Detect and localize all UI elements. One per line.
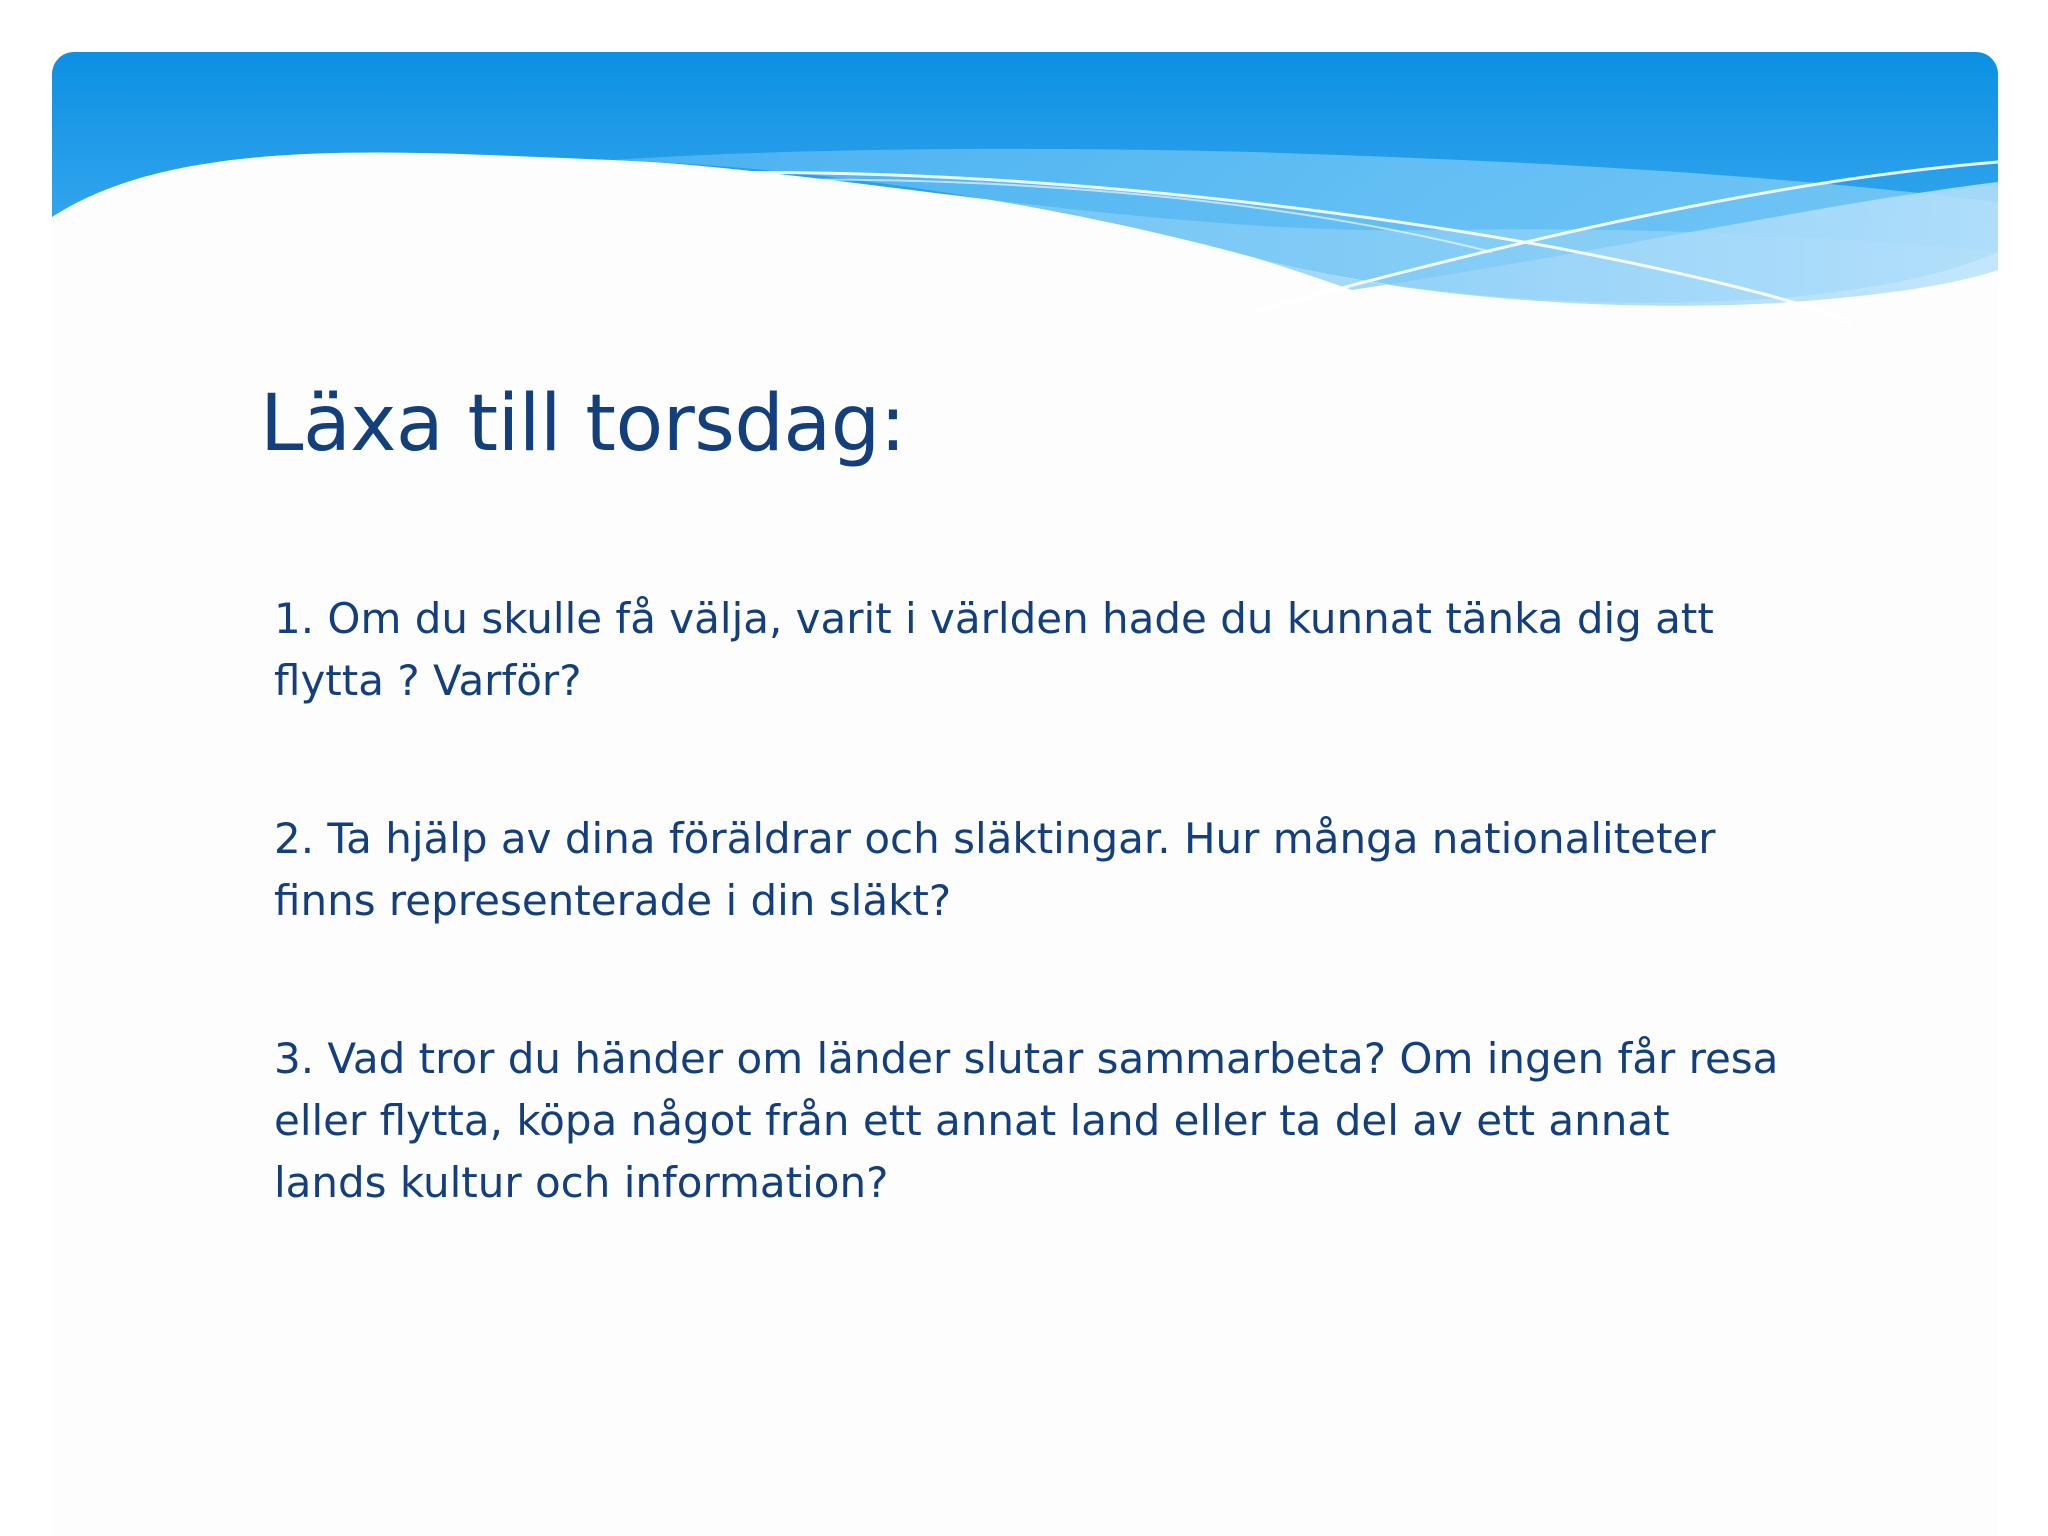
- homework-list: [274, 588, 1794, 1214]
- homework-item-3: 3. Vad tror du händer om länder slutar sammarbeta? Om ingen får resa eller flytta, köpa något från ett annat land eller ta del av ett annat lands kultur och information?: [274, 1034, 1779, 1207]
- slide-title: Läxa till torsdag:: [260, 379, 906, 469]
- homework-item-1: 1. Om du skulle få välja, varit i världen hade du kunnat tänka dig att flytta ? Varför?: [274, 594, 1714, 705]
- wave-header-decoration: [52, 52, 1998, 372]
- homework-item-2: 2. Ta hjälp av dina föräldrar och släktingar. Hur många nationaliteter finns representerade i din släkt?: [274, 814, 1716, 925]
- slide-panel: [52, 52, 1998, 1536]
